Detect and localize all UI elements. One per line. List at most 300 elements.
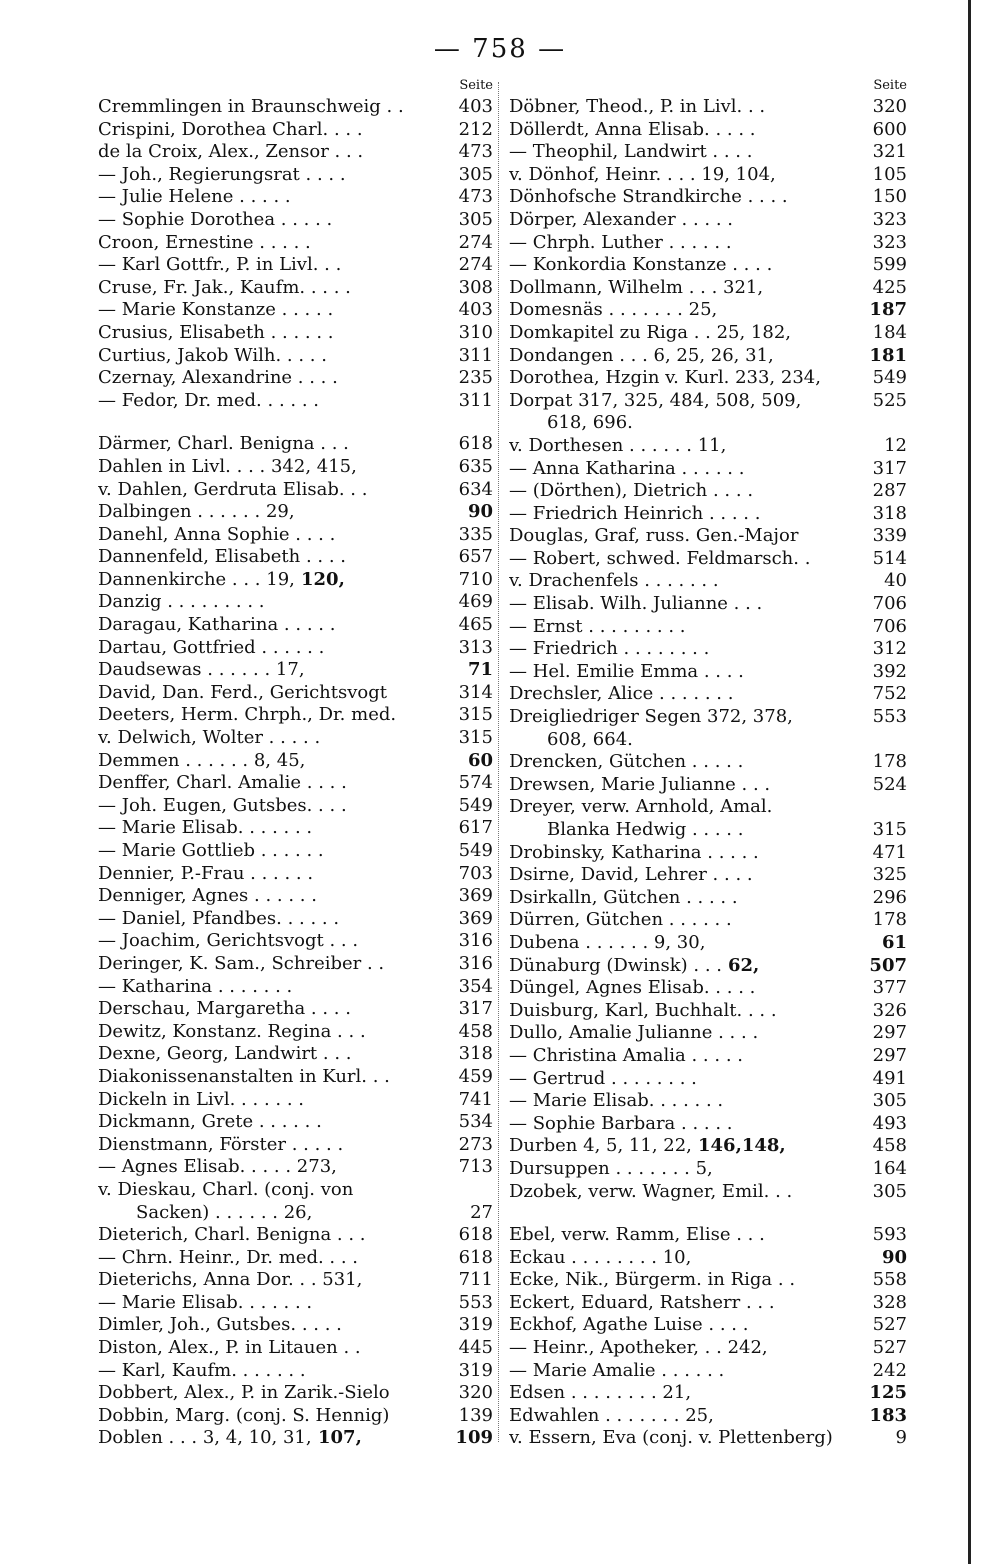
index-entry [98,795,493,818]
entry-page-number: 328 [869,1292,907,1315]
index-entry [98,322,493,345]
index-entry [98,232,493,255]
entry-page-number: 212 [455,119,493,142]
entry-page-number: 125 [865,1382,907,1405]
entry-text: Douglas, Graf, russ. Gen.-Major [509,525,799,547]
index-entry [509,706,907,729]
index-entry [98,546,493,569]
entry-text: Doblen . . . 3, 4, 10, 31, [98,1427,312,1449]
entry-text: Demmen . . . . . . 8, 45, [98,749,306,771]
entry-page-number: 296 [869,887,907,910]
entry-text: Diakonissenanstalten in Kurl. . . [98,1065,390,1087]
index-entry [509,345,907,368]
entry-page-number: 184 [869,322,907,345]
entry-text: v. Delwich, Wolter . . . . . [98,727,321,749]
index-entry [509,1337,907,1360]
index-entry [509,1292,907,1315]
index-entry [509,887,907,910]
index-entry [509,209,907,232]
entry-page-number: 9 [892,1427,907,1450]
entry-text: Dullo, Amalie Julianne . . . . [509,1022,759,1044]
entry-text: Crispini, Dorothea Charl. . . . [98,118,363,140]
index-entry [98,863,493,886]
entry-bold-page-ref: 62, [728,954,760,976]
index-entry [509,390,907,413]
index-entry [509,525,907,548]
entry-page-number: 318 [455,1043,493,1066]
entry-text: Drewsen, Marie Julianne . . . [509,773,771,795]
entry-text: — Elisab. Wilh. Julianne . . . [509,593,763,615]
entry-text: Dieterichs, Anna Dor. . . 531, [98,1269,363,1291]
index-entry [98,976,493,999]
entry-text: Därmer, Charl. Benigna . . . [98,433,349,455]
entry-page-number: 313 [455,637,493,660]
index-entry [509,1135,907,1158]
entry-text: Edsen . . . . . . . . 21, [509,1382,692,1404]
entry-page-number: 12 [880,435,907,458]
entry-page-number: 369 [455,908,493,931]
entry-page-number: 458 [869,1135,907,1158]
entry-page-number: 315 [869,819,907,842]
entry-page-number: 308 [455,277,493,300]
entry-text: Derschau, Margaretha . . . . [98,998,351,1020]
entry-text: Denniger, Agnes . . . . . . [98,885,317,907]
index-entry [98,727,493,750]
entry-page-number: 317 [869,458,907,481]
entry-text: Croon, Ernestine . . . . . [98,231,311,253]
entry-page-number: 471 [869,842,907,865]
index-entry [98,840,493,863]
index-entry [98,1021,493,1044]
entry-text: Blanka Hedwig . . . . . [547,819,744,840]
index-entry [98,209,493,232]
entry-page-number: 618 [455,433,493,456]
entry-text: Eckau . . . . . . . . 10, [509,1246,692,1268]
entry-page-number: 61 [878,932,907,955]
index-entry [509,141,907,164]
entry-page-number: 445 [455,1337,493,1360]
entry-text: Dzobek, verw. Wagner, Emil. . . [509,1180,793,1202]
entry-page-number: 139 [455,1405,493,1428]
index-entry [98,1043,493,1066]
entry-page-number: 40 [880,570,907,593]
entry-text: Düngel, Agnes Elisab. . . . . [509,977,756,999]
index-entry [98,390,493,413]
entry-text: Eckert, Eduard, Ratsherr . . . [509,1291,775,1313]
index-entry [98,1089,493,1112]
entry-text: — (Dörthen), Dietrich . . . . [509,480,754,502]
entry-page-number: 593 [869,1224,907,1247]
entry-page-number: 183 [865,1405,907,1428]
column-header: Seite [459,78,493,93]
page-number: — 758 — [433,34,567,64]
index-entry [98,682,493,705]
entry-text: 618, 696. [547,412,633,434]
index-entry [98,750,493,773]
entry-text: Dorpat 317, 325, 484, 508, 509, [509,389,802,411]
entry-page-number: 320 [455,1382,493,1405]
entry-text: Dondangen . . . 6, 25, 26, 31, [509,344,774,366]
index-entry [509,1382,907,1405]
index-entry [509,186,907,209]
entry-list [98,96,493,1450]
entry-text: Dartau, Gottfried . . . . . . [98,636,325,658]
index-entry [98,953,493,976]
entry-page-number: 319 [455,1360,493,1383]
index-entry [509,458,907,481]
entry-page-number: 71 [464,659,493,682]
entry-page-number: 181 [865,345,907,368]
entry-text: — Anna Katharina . . . . . . [509,457,745,479]
entry-page-number: 369 [455,885,493,908]
index-entry [509,412,907,435]
index-entry [509,977,907,1000]
entry-text: Dimler, Joh., Gutsbes. . . . . [98,1314,342,1336]
entry-text: Dreigliedriger Segen 372, 378, [509,706,793,728]
entry-text: — Robert, schwed. Feldmarsch. . [509,547,811,569]
entry-text: Dannenkirche . . . 19, [98,568,295,590]
index-entry [509,119,907,142]
entry-text: v. Dönhof, Heinr. . . . 19, 104, [509,163,776,185]
entry-page-number: 319 [455,1314,493,1337]
entry-page-number: 323 [869,232,907,255]
entry-page-number: 315 [455,704,493,727]
index-entry [98,141,493,164]
entry-text: — Katharina . . . . . . . [98,975,293,997]
index-entry [509,819,907,842]
entry-page-number: 323 [869,209,907,232]
entry-list [509,96,907,1450]
index-entry [98,1360,493,1383]
entry-page-number: 287 [869,480,907,503]
entry-page-number: 527 [869,1337,907,1360]
entry-page-number: 316 [455,930,493,953]
index-entry [98,277,493,300]
index-entry [98,637,493,660]
index-entry [509,1269,907,1292]
entry-page-number: 574 [455,772,493,795]
index-entry [509,1314,907,1337]
entry-page-number: 657 [455,546,493,569]
entry-page-number: 317 [455,998,493,1021]
entry-text: Dursuppen . . . . . . . 5, [509,1157,713,1179]
index-entry [98,908,493,931]
entry-text: Czernay, Alexandrine . . . . [98,367,338,389]
entry-text: — Ernst . . . . . . . . . [509,615,686,637]
entry-text: — Marie Amalie . . . . . . [509,1359,725,1381]
entry-page-number: 305 [455,164,493,187]
index-entry [98,186,493,209]
index-entry [98,456,493,479]
index-entry [509,1360,907,1383]
entry-page-number: 617 [455,817,493,840]
entry-page-number: 525 [869,390,907,413]
index-entry [509,254,907,277]
entry-page-number: 316 [455,953,493,976]
entry-text: Drechsler, Alice . . . . . . . [509,683,734,705]
entry-text: Dobbert, Alex., P. in Zarik.-Sielo [98,1382,390,1404]
entry-text: Domkapitel zu Riga . . 25, 182, [509,321,792,343]
entry-page-number: 600 [869,119,907,142]
entry-text: 608, 664. [547,728,633,750]
entry-text: Dieterich, Charl. Benigna . . . [98,1224,366,1246]
entry-page-number: 473 [455,186,493,209]
entry-text: Deringer, K. Sam., Schreiber . . [98,952,385,974]
index-entry [509,1405,907,1428]
entry-page-number: 534 [455,1111,493,1134]
entry-page-number: 507 [865,955,907,978]
entry-text: Dönhofsche Strandkirche . . . . [509,186,788,208]
entry-page-number: 109 [451,1427,493,1450]
entry-text: — Karl, Kaufm. . . . . . . [98,1359,306,1381]
entry-page-number: 305 [869,1090,907,1113]
index-entry [509,774,907,797]
index-entry [509,593,907,616]
entry-text: — Marie Elisab. . . . . . . [509,1090,724,1112]
entry-text: — Marie Gottlieb . . . . . . [98,840,324,861]
index-entry [98,1337,493,1360]
entry-bold-page-ref: 120, [301,568,345,590]
index-entry [98,569,493,592]
index-entry [509,503,907,526]
entry-text: Danzig . . . . . . . . . [98,591,265,613]
index-entry [509,1224,907,1247]
entry-page-number: 326 [869,1000,907,1023]
entry-page-number: 392 [869,661,907,684]
index-entry [98,998,493,1021]
index-entry [98,1292,493,1315]
entry-text: Dorothea, Hzgin v. Kurl. 233, 234, [509,367,821,389]
index-entry [509,367,907,390]
entry-text: Dsirkalln, Gütchen . . . . . [509,886,738,908]
index-entry [509,164,907,187]
entry-page-number: 553 [869,706,907,729]
entry-page-number: 599 [869,254,907,277]
index-entry [509,729,907,752]
index-entry [98,299,493,322]
index-entry [509,751,907,774]
index-entry [509,909,907,932]
entry-page-number: 312 [869,638,907,661]
entry-bold-page-ref: 107, [318,1427,362,1449]
entry-page-number: 741 [455,1089,493,1112]
entry-page-number: 354 [455,976,493,999]
index-entry [509,1113,907,1136]
entry-text: Duisburg, Karl, Buchhalt. . . . [509,999,777,1021]
entry-text: David, Dan. Ferd., Gerichtsvogt [98,681,388,703]
entry-page-number: 297 [869,1022,907,1045]
index-entry [98,1202,493,1225]
entry-text: Dürren, Gütchen . . . . . . [509,909,732,931]
index-entry [509,570,907,593]
entry-text: Curtius, Jakob Wilh. . . . . [98,344,327,366]
entry-page-number: 634 [455,479,493,502]
index-entry [98,1314,493,1337]
index-entry [509,661,907,684]
entry-text: Cruse, Fr. Jak., Kaufm. . . . . [98,276,351,298]
entry-text: — Joachim, Gerichtsvogt . . . [98,930,359,952]
entry-text: Drencken, Gütchen . . . . . [509,751,744,773]
entry-text: Dalbingen . . . . . . 29, [98,501,295,523]
entry-text: Daudsewas . . . . . . 17, [98,659,305,681]
entry-text: — Julie Helene . . . . . [98,186,291,208]
index-entry [509,864,907,887]
entry-page-number: 274 [455,232,493,255]
index-entry [98,367,493,390]
index-entry [509,96,907,119]
entry-text: Dreyer, verw. Arnhold, Amal. [509,796,773,818]
index-entry [509,842,907,865]
entry-page-number: 178 [869,909,907,932]
index-entry [98,254,493,277]
index-entry [98,704,493,727]
entry-text: Drobinsky, Katharina . . . . . [509,841,759,863]
index-entry [98,1179,493,1202]
entry-page-number: 524 [869,774,907,797]
index-entry [509,1068,907,1091]
entry-text: Dubena . . . . . . 9, 30, [509,931,706,953]
entry-text: v. Drachenfels . . . . . . . [509,570,719,592]
index-entry [98,1156,493,1179]
index-entry [98,96,493,119]
entry-text: — Gertrud . . . . . . . . [509,1067,697,1089]
entry-page-number: 305 [455,209,493,232]
entry-page-number: 318 [869,503,907,526]
entry-text: — Sophie Barbara . . . . . [509,1112,733,1134]
entry-text: Dickeln in Livl. . . . . . . [98,1088,304,1110]
index-entry [98,885,493,908]
index-entry [98,1427,493,1450]
index-entry [98,164,493,187]
entry-text: — Friedrich Heinrich . . . . . [509,502,761,524]
entry-page-number: 473 [455,141,493,164]
index-entry [98,1247,493,1270]
entry-text: Dahlen in Livl. . . . 342, 415, [98,455,357,477]
entry-page-number: 458 [455,1021,493,1044]
entry-text: — Marie Konstanze . . . . . [98,299,334,321]
entry-page-number: 27 [466,1202,493,1225]
index-entry [509,435,907,458]
entry-text: v. Dieskau, Charl. (conj. von [98,1178,354,1200]
index-entry [509,796,907,819]
index-entry [509,1427,907,1450]
entry-text: — Chrph. Luther . . . . . . [509,231,732,253]
index-entry [509,548,907,571]
entry-text: Denffer, Charl. Amalie . . . . [98,772,347,794]
index-entry [509,277,907,300]
entry-text: — Konkordia Konstanze . . . . [509,254,773,276]
entry-page-number: 297 [869,1045,907,1068]
index-column-right [509,76,907,1450]
entry-page-number: 311 [455,390,493,413]
entry-text: Diston, Alex., P. in Litauen . . [98,1337,361,1359]
entry-page-number: 235 [455,367,493,390]
entry-text: Eckhof, Agathe Luise . . . . [509,1314,749,1336]
index-entry [509,322,907,345]
index-entry [98,772,493,795]
entry-text: Domesnäs . . . . . . . 25, [509,299,718,321]
entry-text: Dsirne, David, Lehrer . . . . [509,864,753,886]
entry-page-number: 710 [455,569,493,592]
entry-page-number: 703 [455,863,493,886]
entry-page-number: 164 [869,1158,907,1181]
index-entry [509,1022,907,1045]
entry-text: Ecke, Nik., Bürgerm. in Riga . . [509,1269,796,1291]
entry-page-number: 274 [455,254,493,277]
entry-page-number: 321 [869,141,907,164]
entry-text: v. Dorthesen . . . . . . 11, [509,434,727,456]
entry-page-number: 314 [455,682,493,705]
entry-text: — Christina Amalia . . . . . [509,1044,743,1066]
entry-page-number: 465 [455,614,493,637]
column-divider [498,82,499,1442]
entry-text: Sacken) . . . . . . 26, [136,1201,313,1223]
entry-text: Döbner, Theod., P. in Livl. . . [509,96,766,117]
entry-text: v. Essern, Eva (conj. v. Plettenberg) [509,1427,833,1449]
index-entry [509,232,907,255]
entry-page-number: 706 [869,593,907,616]
entry-text: Dienstmann, Förster . . . . . [98,1133,344,1155]
entry-page-number: 469 [455,591,493,614]
entry-page-number: 335 [455,524,493,547]
entry-text: — Marie Elisab. . . . . . . [98,1291,313,1313]
index-entry [509,638,907,661]
entry-text: — Joh. Eugen, Gutsbes. . . . [98,794,347,816]
index-entry [509,1181,907,1204]
index-entry [98,817,493,840]
entry-page-number: 425 [869,277,907,300]
entry-page-number: 618 [455,1247,493,1270]
entry-page-number: 311 [455,345,493,368]
index-entry [98,591,493,614]
entry-text: Daragau, Katharina . . . . . [98,614,336,636]
index-column-left [98,76,493,1450]
entry-page-number: 377 [869,977,907,1000]
entry-text: — Theophil, Landwirt . . . . [509,141,753,163]
entry-text: — Heinr., Apotheker, . . 242, [509,1337,768,1359]
entry-page-number: 310 [455,322,493,345]
index-entry [98,524,493,547]
entry-bold-page-ref: 146,148, [698,1135,786,1157]
entry-page-number: 242 [869,1360,907,1383]
index-entry [509,1000,907,1023]
index-entry [98,1405,493,1428]
index-entry [98,930,493,953]
entry-page-number: 711 [455,1269,493,1292]
index-entry [509,1158,907,1181]
index-entry [509,955,907,978]
entry-text: Dewitz, Konstanz. Regina . . . [98,1020,366,1042]
entry-text: — Friedrich . . . . . . . . [509,638,710,660]
index-entry [509,616,907,639]
entry-page-number: 713 [455,1156,493,1179]
entry-text: Deeters, Herm. Chrph., Dr. med. [98,704,397,726]
entry-page-number: 90 [464,501,493,524]
entry-text: Ebel, verw. Ramm, Elise . . . [509,1224,765,1246]
entry-page-number: 527 [869,1314,907,1337]
entry-text: Dollmann, Wilhelm . . . 321, [509,276,764,298]
index-entry [509,1247,907,1270]
entry-page-number: 305 [869,1181,907,1204]
entry-text: — Karl Gottfr., P. in Livl. . . [98,254,342,276]
entry-text: Dobbin, Marg. (conj. S. Hennig) [98,1404,390,1426]
entry-page-number: 459 [455,1066,493,1089]
index-entry [98,1111,493,1134]
entry-text: de la Croix, Alex., Zensor . . . [98,141,364,163]
page-edge [968,0,971,1564]
entry-text: — Fedor, Dr. med. . . . . . [98,389,319,411]
entry-page-number: 558 [869,1269,907,1292]
